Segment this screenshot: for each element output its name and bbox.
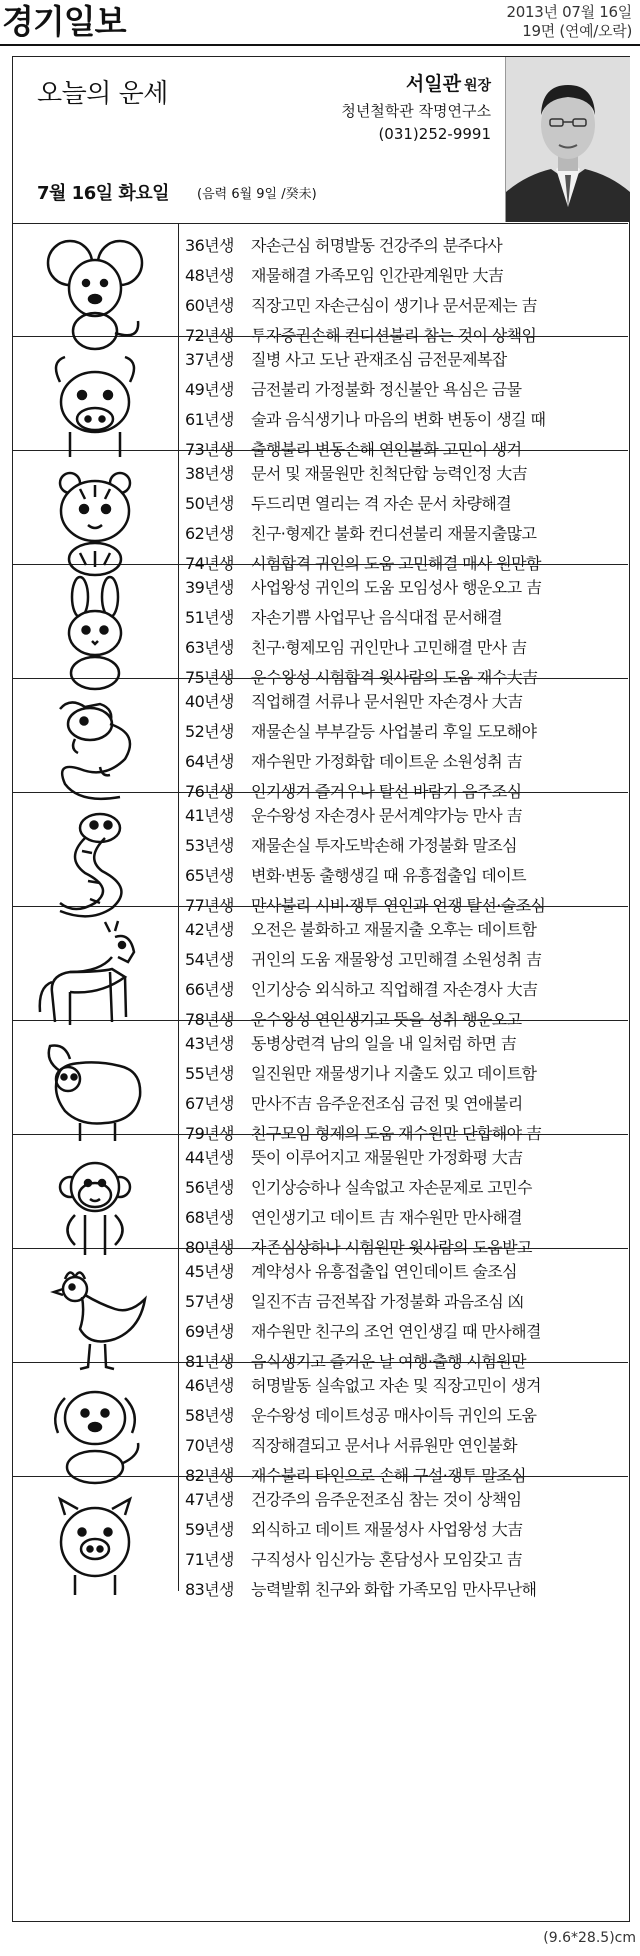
horoscope-box — [12, 56, 630, 1922]
zodiac-row-pig — [13, 1477, 628, 1599]
fortune-text: 오전은 불화하고 재물지출 오후는 데이트함 — [251, 920, 537, 939]
fortune-text: 자손기쁨 사업무난 음식대접 문서해결 — [251, 608, 503, 627]
fortune-line — [185, 459, 625, 489]
birth-year: 82년생 — [185, 1466, 234, 1485]
zodiac-row-snake — [13, 793, 628, 915]
ox-icon — [30, 347, 160, 467]
birth-year: 81년생 — [185, 1352, 234, 1371]
birth-year: 38년생 — [185, 464, 234, 483]
fortune-line — [185, 603, 625, 633]
fortune-text: 재수원만 가정화합 데이트운 소원성취 吉 — [251, 752, 523, 771]
fortune-text: 능력발휘 친구와 화합 가족모임 만사무난해 — [251, 1580, 537, 1599]
fortune-text: 문서 및 재물원만 친척단합 능력인정 大吉 — [251, 464, 528, 483]
animal-cell — [13, 1363, 179, 1476]
fortune-line — [185, 291, 625, 321]
fortune-text: 음식생기고 즐거운 날 여행·출행 시험원만 — [251, 1352, 526, 1371]
zodiac-row-ox — [13, 337, 628, 459]
birth-year: 41년생 — [185, 806, 234, 825]
fortune-text: 재물손실 부부갈등 사업불리 후일 도모해야 — [251, 722, 537, 741]
fortune-text: 재수원만 친구의 조언 연인생길 때 만사해결 — [251, 1322, 541, 1341]
animal-cell — [13, 907, 179, 1020]
fortune-text: 운수왕성 데이트성공 매사이득 귀인의 도움 — [251, 1406, 537, 1425]
masthead-rule — [0, 44, 640, 46]
fortune-text: 만사불리 시비·쟁투 연인과 언쟁 탈선·술조심 — [251, 896, 546, 915]
fortune-line — [185, 1371, 625, 1401]
fortune-text: 시험합격 귀인의 도움 고민해결 매사 원만함 — [251, 554, 541, 573]
fortune-text: 친구모임 형제의 도움 재수원만 단합해야 吉 — [251, 1124, 542, 1143]
fortune-line — [185, 1431, 625, 1461]
fortune-text: 금전불리 가정불화 정신불안 욕심은 금물 — [251, 380, 522, 399]
fortune-line — [185, 945, 625, 975]
fortune-text: 연인생기고 데이트 吉 재수원만 만사해결 — [251, 1208, 523, 1227]
fortune-line — [185, 915, 625, 945]
birth-year: 74년생 — [185, 554, 234, 573]
fortune-text: 동병상련격 남의 일을 내 일처럼 하면 吉 — [251, 1034, 517, 1053]
birth-year: 70년생 — [185, 1436, 234, 1455]
fortune-lines — [185, 1143, 625, 1263]
fortune-text: 뜻이 이루어지고 재물원만 가정화평 大吉 — [251, 1148, 523, 1167]
zodiac-row-monkey — [13, 1135, 628, 1257]
fortune-text: 재물해결 가족모임 인간관계원만 大吉 — [251, 266, 504, 285]
fortune-text: 변화·변동 출행생길 때 유흥접출입 데이트 — [251, 866, 526, 885]
birth-year: 56년생 — [185, 1178, 234, 1197]
fortune-line — [185, 975, 625, 1005]
fortune-line — [185, 1317, 625, 1347]
fortune-line — [185, 345, 625, 375]
horse-icon — [30, 917, 160, 1037]
fortune-text: 건강주의 음주운전조심 참는 것이 상책임 — [251, 1490, 522, 1509]
fortune-text: 구직성사 임신가능 혼담성사 모임갖고 吉 — [251, 1550, 523, 1569]
fortune-lines — [185, 345, 625, 465]
animal-cell — [13, 1021, 179, 1134]
author-info — [281, 69, 491, 143]
fortune-line — [185, 1029, 625, 1059]
fortune-line — [185, 801, 625, 831]
fortune-lines — [185, 1029, 625, 1149]
fortune-line — [185, 831, 625, 861]
issue-date: 2013년 07월 16일 — [506, 3, 632, 21]
fortune-text: 투자증권손해 컨디션불리 참는 것이 상책임 — [251, 326, 537, 345]
fortune-line — [185, 519, 625, 549]
fortune-line — [185, 747, 625, 777]
birth-year: 49년생 — [185, 380, 234, 399]
fortune-text: 귀인의 도움 재물왕성 고민해결 소원성취 吉 — [251, 950, 542, 969]
birth-year: 71년생 — [185, 1550, 234, 1569]
fortune-text: 재수불리 타인으로 손해 구설·쟁투 말조심 — [251, 1466, 526, 1485]
fortune-lines — [185, 1485, 625, 1605]
fortune-text: 사업왕성 귀인의 도움 모임성사 행운오고 吉 — [251, 578, 542, 597]
birth-year: 77년생 — [185, 896, 234, 915]
birth-year: 57년생 — [185, 1292, 234, 1311]
fortune-text: 자손근심 허명발동 건강주의 분주다사 — [251, 236, 503, 255]
birth-year: 69년생 — [185, 1322, 234, 1341]
animal-cell — [13, 337, 179, 450]
fortune-text: 인기상승 외식하고 직업해결 자손경사 大吉 — [251, 980, 538, 999]
column-header — [13, 57, 628, 224]
fortune-text: 재물손실 투자도박손해 가정불화 말조심 — [251, 836, 518, 855]
monkey-icon — [30, 1145, 160, 1265]
fortune-line — [185, 1203, 625, 1233]
fortune-line — [185, 1059, 625, 1089]
fortune-lines — [185, 915, 625, 1035]
animal-cell — [13, 223, 179, 336]
birth-year: 61년생 — [185, 410, 234, 429]
fortune-lines — [185, 1371, 625, 1491]
fortune-text: 직장고민 자손근심이 생기나 문서문제는 吉 — [251, 296, 537, 315]
animal-cell — [13, 451, 179, 564]
birth-year: 55년생 — [185, 1064, 234, 1083]
fortune-text: 친구·형제간 불화 컨디션불리 재물지출많고 — [251, 524, 537, 543]
birth-year: 62년생 — [185, 524, 234, 543]
birth-year: 50년생 — [185, 494, 234, 513]
birth-year: 59년생 — [185, 1520, 234, 1539]
fortune-line — [185, 489, 625, 519]
fortune-line — [185, 405, 625, 435]
masthead — [0, 0, 640, 52]
zodiac-row-dragon — [13, 679, 628, 801]
dragon-icon — [30, 689, 160, 809]
fortune-line — [185, 1545, 625, 1575]
fortune-line — [185, 375, 625, 405]
column-date: 7월 16일 화요일 — [37, 183, 170, 204]
birth-year: 53년생 — [185, 836, 234, 855]
fortune-text: 계약성사 유흥접출입 연인데이트 술조심 — [251, 1262, 518, 1281]
birth-year: 72년생 — [185, 326, 234, 345]
birth-year: 75년생 — [185, 668, 234, 687]
birth-year: 73년생 — [185, 440, 234, 459]
fortune-text: 만사不吉 음주운전조심 금전 및 연애불리 — [251, 1094, 523, 1113]
column-title: 오늘의 운세 — [37, 79, 168, 109]
animal-cell — [13, 793, 179, 906]
fortune-line — [185, 687, 625, 717]
rooster-icon — [30, 1259, 160, 1379]
birth-year: 42년생 — [185, 920, 234, 939]
fortune-text: 일진不吉 금전복잡 가정불화 과음조심 凶 — [251, 1292, 524, 1311]
fortune-text: 인기생겨 즐거우나 탈선 바람기 음주조심 — [251, 782, 522, 801]
pig-icon — [30, 1487, 160, 1607]
birth-year: 76년생 — [185, 782, 234, 801]
birth-year: 67년생 — [185, 1094, 234, 1113]
fortune-text: 인기상승하나 실속없고 자손문제로 고민수 — [251, 1178, 532, 1197]
zodiac-row-rooster — [13, 1249, 628, 1371]
animal-cell — [13, 679, 179, 792]
fortune-text: 운수왕성 시험합격 윗사람의 도움 재수大吉 — [251, 668, 538, 687]
birth-year: 66년생 — [185, 980, 234, 999]
fortune-text: 운수왕성 연인생기고 뜻을 성취 행운오고 — [251, 1010, 522, 1029]
fortune-lines — [185, 573, 625, 693]
fortune-line — [185, 717, 625, 747]
fortune-text: 직업해결 서류나 문서원만 자손경사 大吉 — [251, 692, 523, 711]
rat-icon — [30, 233, 160, 353]
animal-cell — [13, 1249, 179, 1362]
page-section: 19면 (연예/오락) — [522, 22, 632, 40]
fortune-text: 자존심상하나 시험원만 윗사람의 도움받고 — [251, 1238, 532, 1257]
fortune-lines — [185, 459, 625, 579]
fortune-lines — [185, 1257, 625, 1377]
zodiac-row-rat — [13, 223, 628, 345]
birth-year: 54년생 — [185, 950, 234, 969]
birth-year: 83년생 — [185, 1580, 234, 1599]
birth-year: 68년생 — [185, 1208, 234, 1227]
zodiac-row-dog — [13, 1363, 628, 1485]
birth-year: 40년생 — [185, 692, 234, 711]
newspaper-name: 경기일보 — [2, 2, 126, 41]
fortune-line — [185, 1143, 625, 1173]
fortune-lines — [185, 801, 625, 921]
fortune-line — [185, 1515, 625, 1545]
fortune-line — [185, 861, 625, 891]
dog-icon — [30, 1373, 160, 1493]
birth-year: 51년생 — [185, 608, 234, 627]
author-phone: (031)252-9991 — [378, 125, 491, 143]
tiger-icon — [30, 461, 160, 581]
fortune-lines — [185, 687, 625, 807]
size-note: (9.6*28.5)cm — [543, 1930, 636, 1946]
zodiac-row-rabbit — [13, 565, 628, 687]
animal-cell — [13, 1477, 179, 1591]
fortune-line — [185, 261, 625, 291]
birth-year: 65년생 — [185, 866, 234, 885]
lunar-date: (음력 6월 9일 /癸未) — [197, 187, 317, 202]
fortune-line — [185, 573, 625, 603]
birth-year: 39년생 — [185, 578, 234, 597]
fortune-line — [185, 1575, 625, 1605]
fortune-text: 외식하고 데이트 재물성사 사업왕성 大吉 — [251, 1520, 523, 1539]
birth-year: 80년생 — [185, 1238, 234, 1257]
rabbit-icon — [30, 575, 160, 695]
fortune-text: 두드리면 열리는 격 자손 문서 차량해결 — [251, 494, 512, 513]
birth-year: 60년생 — [185, 296, 234, 315]
birth-year: 36년생 — [185, 236, 234, 255]
birth-year: 79년생 — [185, 1124, 234, 1143]
author-title: 원장 — [463, 78, 491, 94]
birth-year: 48년생 — [185, 266, 234, 285]
birth-year: 43년생 — [185, 1034, 234, 1053]
zodiac-row-tiger — [13, 451, 628, 573]
zodiac-row-sheep — [13, 1021, 628, 1143]
author-photo — [505, 57, 630, 222]
birth-year: 47년생 — [185, 1490, 234, 1509]
animal-cell — [13, 565, 179, 678]
birth-year: 52년생 — [185, 722, 234, 741]
sheep-icon — [30, 1031, 160, 1151]
fortune-lines — [185, 231, 625, 351]
fortune-line — [185, 1257, 625, 1287]
fortune-text: 술과 음식생기나 마음의 변화 변동이 생길 때 — [251, 410, 546, 429]
birth-year: 46년생 — [185, 1376, 234, 1395]
fortune-line — [185, 1485, 625, 1515]
birth-year: 37년생 — [185, 350, 234, 369]
fortune-text: 친구·형제모임 귀인만나 고민해결 만사 吉 — [251, 638, 527, 657]
fortune-line — [185, 633, 625, 663]
author-organization: 청년철학관 작명연구소 — [341, 102, 491, 120]
fortune-text: 직장해결되고 문서나 서류원만 연인불화 — [251, 1436, 518, 1455]
fortune-text: 출행불리 변동손해 연인불화 고민이 생겨 — [251, 440, 522, 459]
fortune-line — [185, 1401, 625, 1431]
birth-year: 78년생 — [185, 1010, 234, 1029]
birth-year: 63년생 — [185, 638, 234, 657]
birth-year: 44년생 — [185, 1148, 234, 1167]
fortune-line — [185, 1173, 625, 1203]
fortune-text: 허명발동 실속없고 자손 및 직장고민이 생겨 — [251, 1376, 541, 1395]
fortune-text: 운수왕성 자손경사 문서계약가능 만사 吉 — [251, 806, 523, 825]
fortune-text: 질병 사고 도난 관재조심 금전문제복잡 — [251, 350, 507, 369]
animal-cell — [13, 1135, 179, 1248]
fortune-line — [185, 1287, 625, 1317]
fortune-line — [185, 231, 625, 261]
snake-icon — [30, 803, 160, 923]
birth-year: 45년생 — [185, 1262, 234, 1281]
fortune-line — [185, 1089, 625, 1119]
birth-year: 58년생 — [185, 1406, 234, 1425]
zodiac-row-horse — [13, 907, 628, 1029]
fortune-text: 일진원만 재물생기나 지출도 있고 데이트함 — [251, 1064, 537, 1083]
birth-year: 64년생 — [185, 752, 234, 771]
author-name: 서일관 — [405, 73, 461, 95]
